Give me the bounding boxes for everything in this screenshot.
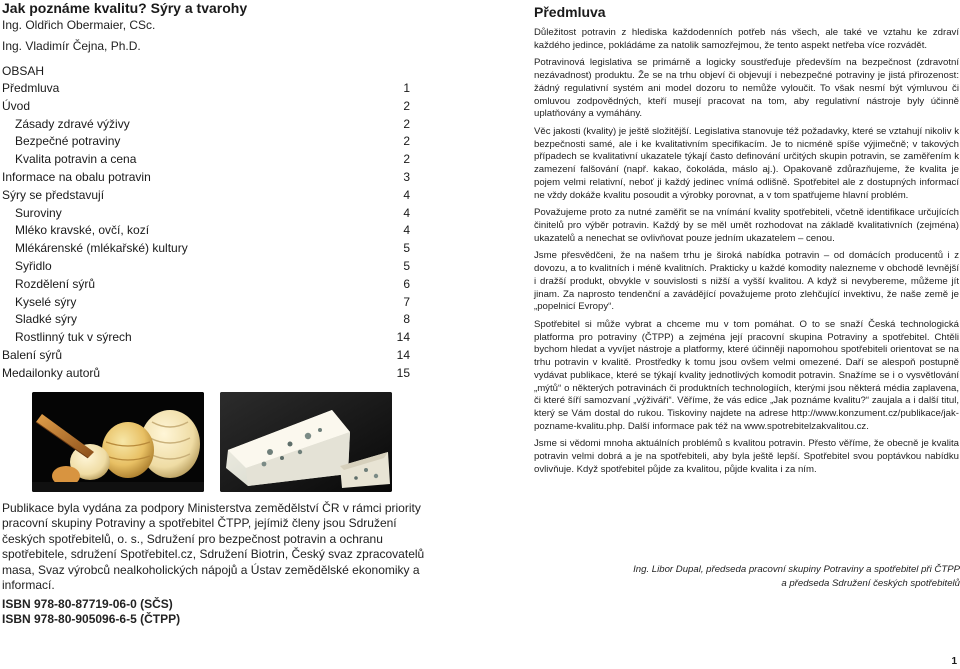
toc-entry-page: 2 xyxy=(403,98,410,113)
toc-entry-label: Bezpečné potraviny xyxy=(15,134,121,149)
toc-entry-page: 2 xyxy=(403,152,410,167)
toc-entry-page: 5 xyxy=(403,258,410,273)
toc-entry[interactable] xyxy=(0,187,410,205)
toc-entry-label: Sýry se představují xyxy=(2,187,105,202)
toc-entry[interactable] xyxy=(0,311,410,329)
toc-entry-page: 2 xyxy=(403,134,410,149)
toc-entry-label: Balení sýrů xyxy=(2,347,63,362)
toc-entry[interactable] xyxy=(0,329,410,347)
page-number: 1 xyxy=(951,656,957,667)
toc-entry-page: 14 xyxy=(396,347,410,362)
toc-entry-page: 1 xyxy=(403,81,410,95)
blue-cheese-photo xyxy=(220,392,392,492)
toc-entry-page: 2 xyxy=(403,116,410,131)
blue-cheese-illustration xyxy=(220,392,392,492)
toc-entry[interactable] xyxy=(0,240,410,258)
toc-entry-page: 4 xyxy=(403,187,410,202)
toc-entry[interactable] xyxy=(0,365,410,383)
toc-entry[interactable] xyxy=(0,98,410,116)
toc-entry[interactable] xyxy=(0,169,410,187)
toc-entry[interactable] xyxy=(0,116,410,134)
isbn-scs: ISBN 978-80-87719-06-0 (SČS) xyxy=(2,597,173,611)
toc-entry[interactable] xyxy=(0,294,410,312)
toc-entry[interactable] xyxy=(0,80,410,98)
isbn-ctpp: ISBN 978-80-905096-6-5 (ČTPP) xyxy=(2,612,181,626)
toc-entry-label: Kvalita potravin a cena xyxy=(15,152,137,167)
toc-entry-label: Mléko kravské, ovčí, kozí xyxy=(15,223,150,238)
signature-line-2: a předseda Sdružení českých spotřebitelů xyxy=(781,578,960,589)
preface-paragraph: Věc jakosti (kvality) je ještě složitější. Legislativa stanovuje též požadavky, které se vztahují nikoliv k bezpečnosti samé, ale i ke kvalitativním specifikacím. Je to nicméně spíše výjimečně; v takových případech se kvalitativní ukazatele týkají často definování určitých skupin potravin, se zaměřením k zamezení falšování (např. kakao, čokoláda, máslo aj.). Opakovaně zdůrazňujeme, že kvalita je pojem velmi relativní, neboť ji každý jedinec vnímá odlišně. Spotřebitel ale z dostupných informací ne vždy dokáže kvalitu posoudit a výrobky porovnat, a v tom spatřujeme hlavní problém. xyxy=(534,125,959,201)
toc-entry-label: Mlékárenské (mlékařské) kultury xyxy=(15,241,188,256)
toc-entry-label: Úvod xyxy=(2,98,31,113)
toc-entry[interactable] xyxy=(0,276,410,294)
toc-entry-page: 14 xyxy=(396,330,410,345)
toc-heading: OBSAH xyxy=(2,64,45,78)
toc-entry-page: 15 xyxy=(396,365,410,380)
author-2: Ing. Vladimír Čejna, Ph.D. xyxy=(2,39,141,53)
toc-entry-page: 4 xyxy=(403,205,410,220)
right-column xyxy=(533,0,960,669)
toc-entry[interactable] xyxy=(0,258,410,276)
toc-entry[interactable] xyxy=(0,133,410,151)
toc-entry[interactable] xyxy=(0,347,410,365)
preface-paragraph: Považujeme proto za nutné zaměřit se na vnímání kvality spotřebiteli, včetně identifikace určujících činitelů pro výběr potravin. Každý by se měl umět rozhodovat na základě kvalitativních (zejména) ukazatelů a nenechat se ovlivňovat pouze jedním ukazatelem – cenou. xyxy=(534,207,959,244)
toc-entry-label: Suroviny xyxy=(15,205,62,220)
toc-entry-label: Sladké sýry xyxy=(15,312,78,327)
toc-entry[interactable] xyxy=(0,205,410,223)
toc-entry-label: Rozdělení sýrů xyxy=(15,276,96,291)
table-of-contents xyxy=(0,80,410,383)
toc-entry-label: Rostlinný tuk v sýrech xyxy=(15,330,132,345)
toc-entry-page: 5 xyxy=(403,241,410,256)
toc-entry-label: Předmluva xyxy=(2,81,60,95)
preface-paragraph: Jsme si vědomi mnoha aktuálních problémů s kvalitou potravin. Přesto věříme, že obecně je kvalita potravin velmi dobrá a je na spotřebiteli, aby byla ještě lepší. Spotřebitel svou poptávkou nabídku ovlivňuje. Když spotřebitel půjde za kvalitou, půjde kvalita i za ním. xyxy=(534,438,959,476)
preface-paragraph: Potravinová legislativa se primárně a logicky soustřeďuje především na bezpečnost (zdravotní nezávadnost) produktu. Že se na trhu objeví či objevují i nebezpečné potraviny je jistá přirozenost: žádný regulativní systém ani model dozoru to nemůže vyloučit. To však nesmí být výmluvou či omluvou zodpovědných, kteří musejí pracovat na tom, aby regulativní nástroje byly účinně uplatňovány a vymáhány. xyxy=(534,57,959,120)
toc-entry-page: 7 xyxy=(403,294,410,309)
preface-signature xyxy=(540,563,960,591)
toc-entry-page: 3 xyxy=(403,169,410,184)
toc-entry-label: Syřidlo xyxy=(15,258,52,273)
signature-line-1: Ing. Libor Dupal, předseda pracovní skupiny Potraviny a spotřebitel při ČTPP xyxy=(633,564,960,575)
publication-note: Publikace byla vydána za podpory Ministerstva zemědělství ČR v rámci priority pracovní skupiny Potraviny a spotřebitel ČTPP, jejímiž členy jsou Sdružení českých spotřebitelů, o. s., Sdružení pro bezpečnost potravin a ochranu spotřebitele, sdružení Spotřebitel.cz, Sdružení Biotrin, Český svaz zpracovatelů masa, Svaz výrobců nealkoholických nápojů a Ústav zemědělské ekonomiky a informací. xyxy=(2,501,425,593)
preface-paragraph: Jsme přesvědčeni, že na našem trhu je široká nabídka potravin – od domácích producentů i z dovozu, a to kvalitních i méně kvalitních. Prakticky u každé komodity nalezneme v obchodě levnější i dražší produkt, obvykle v souvislosti s nižší a vyšší kvalitou. A když si nevybereme, můžeme jít jinam. Za naprosto tendenční a zavádějící považujeme proto zlehčující invektivu, že naše země je „popelnicí Evropy“. xyxy=(534,250,959,313)
author-1: Ing. Oldřich Obermaier, CSc. xyxy=(2,18,156,32)
toc-entry-label: Kyselé sýry xyxy=(15,294,77,309)
toc-entry[interactable] xyxy=(0,222,410,240)
cheese-assortment-photo xyxy=(32,392,204,492)
toc-entry[interactable] xyxy=(0,151,410,169)
toc-entry-page: 8 xyxy=(403,312,410,327)
cheese-assortment-illustration xyxy=(32,392,204,492)
preface-paragraph: Spotřebitel si může vybrat a chceme mu v tom pomáhat. O to se snaží Česká technologická platforma pro potraviny (ČTPP) a zejména její pracovní skupina Potraviny a spotřebitel. Chtěli bychom hledat a vyvíjet nástroje a platformy, které účinněji napomohou spotřebiteli orientovat se na trhu potravin v kvalitě. Prostředky k tomu jsou ovšem velmi omezené. Daří se alespoň postupně vydávat publikace, které se týkají kvality jednotlivých komodit potravin. Snažíme se i o vysvětlování „mýtů“ o některých potravinách či produktních technologiích, kterými jsou některá média zaplavena, či které šíří samozvaní „výživáři“. Věříme, že vás edice „Jak poznáme kvalitu?“ zaujala a i další titul, který se Vám dostal do rukou. Tiskoviny najdete na adrese http://www.konzument.cz/publikace/jak-pozname-kvalitu.php. Další informace pak též na www.spotrebitelzakvalitou.cz. xyxy=(534,318,959,433)
toc-entry-page: 4 xyxy=(403,223,410,238)
preface-title: Předmluva xyxy=(534,4,606,20)
document-title: Jak poznáme kvalitu? Sýry a tvarohy xyxy=(2,0,248,16)
preface-body xyxy=(534,27,959,481)
toc-entry-label: Zásady zdravé výživy xyxy=(15,116,130,131)
toc-entry-label: Medailonky autorů xyxy=(2,365,101,380)
preface-paragraph: Důležitost potravin z hlediska každodenních potřeb nás všech, ale také ve vztahu ke zdraví každého jedince, pokládáme za natolik samozřejmou, že tento aspekt netřeba více rozvádět. xyxy=(534,27,959,51)
toc-entry-label: Informace na obalu potravin xyxy=(2,169,151,184)
toc-entry-page: 6 xyxy=(403,276,410,291)
